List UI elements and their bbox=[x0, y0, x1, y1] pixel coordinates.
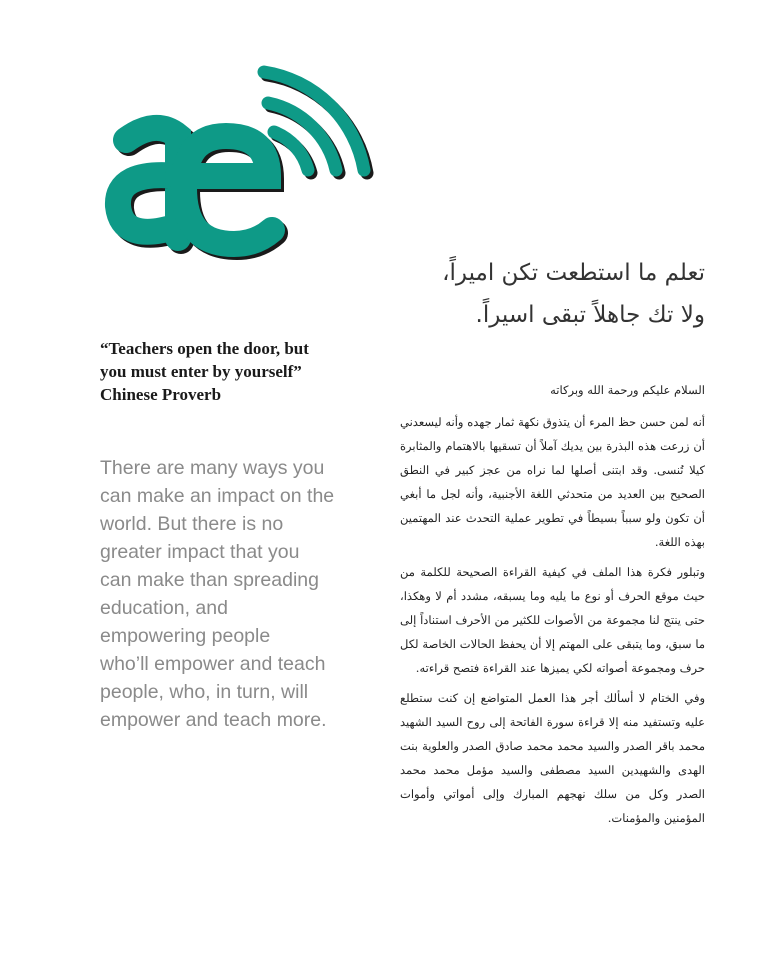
arabic-heading-line: ولا تك جاهلاً تبقى اسيراً. bbox=[475, 302, 705, 328]
impact-line: There are many ways you bbox=[100, 457, 325, 479]
quote-attribution: Chinese Proverb bbox=[100, 385, 222, 404]
arabic-paragraph: وفي الختام لا أسألك أجر هذا العمل المتواضع إن كنت ستطلع عليه وتستفيد منه إلا قراءة سورة الفاتحة إلى روح السيد الشهيد محمد باقر الصدر والسيد محمد محمد صادق الصدر والعلوية بنت الهدى والشهيدين السيد مصطفى والسيد مؤمل محمد محمد الصدر وكل من سلك نهجهم المبارك وإلى أمواتي وأموات المؤمنين والمؤمنات. bbox=[400, 691, 705, 825]
impact-line: world. But there is no bbox=[100, 513, 284, 535]
impact-paragraph bbox=[100, 454, 370, 734]
arabic-heading-line: تعلم ما استطعت تكن اميراً، bbox=[442, 260, 705, 286]
impact-line: greater impact that you bbox=[100, 541, 300, 563]
impact-line: education, and bbox=[100, 597, 228, 619]
arabic-body bbox=[400, 378, 705, 836]
impact-line: empowering people bbox=[100, 625, 271, 647]
arabic-paragraph: وتبلور فكرة هذا الملف في كيفية القراءة الصحيحة للكلمة من حيث موقع الحرف أو نوع ما يليه وما يسبقه، مشدد أم لا وهكذا، حتى ينتج لنا مجموعة من الأصوات للكثير من الأحرف استناداً إلى ما سبق، وما يتبقى على المهتم إلا أن يحفظ الحالات الخاصة لكل حرف ومجموعة أصواته لكي يميزها عند القراءة فتصح قراءته. bbox=[400, 565, 705, 675]
impact-line: empower and teach more. bbox=[100, 709, 327, 731]
impact-line: can make than spreading bbox=[100, 569, 319, 591]
ae-sound-logo bbox=[96, 58, 376, 268]
impact-line: can make an impact on the bbox=[100, 485, 335, 507]
arabic-paragraph: أنه لمن حسن حظ المرء أن يتذوق نكهة ثمار جهده وأنه ليسعدني أن زرعت هذه البذرة بين يديك آملاً أن تسقيها بالاهتمام والمثابرة كيلا تُنسى. وقد ابتنى أصلها لما نراه من عجز كبير في النطق الصحيح بين العديد من متحدثي اللغة الأجنبية، وأنه لجل ما أبغي أن تكون ولو سبباً بسيطاً في تطوير عملية التحدث عند المهتمين بهذه اللغة. bbox=[400, 415, 705, 549]
impact-line: who’ll empower and teach bbox=[100, 653, 326, 675]
impact-line: people, who, in turn, will bbox=[100, 681, 309, 703]
arabic-greeting: السلام عليكم ورحمة الله وبركاته bbox=[550, 383, 705, 397]
arabic-heading bbox=[380, 252, 705, 336]
quote-line: you must enter by yourself” bbox=[100, 362, 302, 381]
proverb-quote bbox=[100, 337, 360, 406]
quote-line: “Teachers open the door, but bbox=[100, 339, 309, 358]
